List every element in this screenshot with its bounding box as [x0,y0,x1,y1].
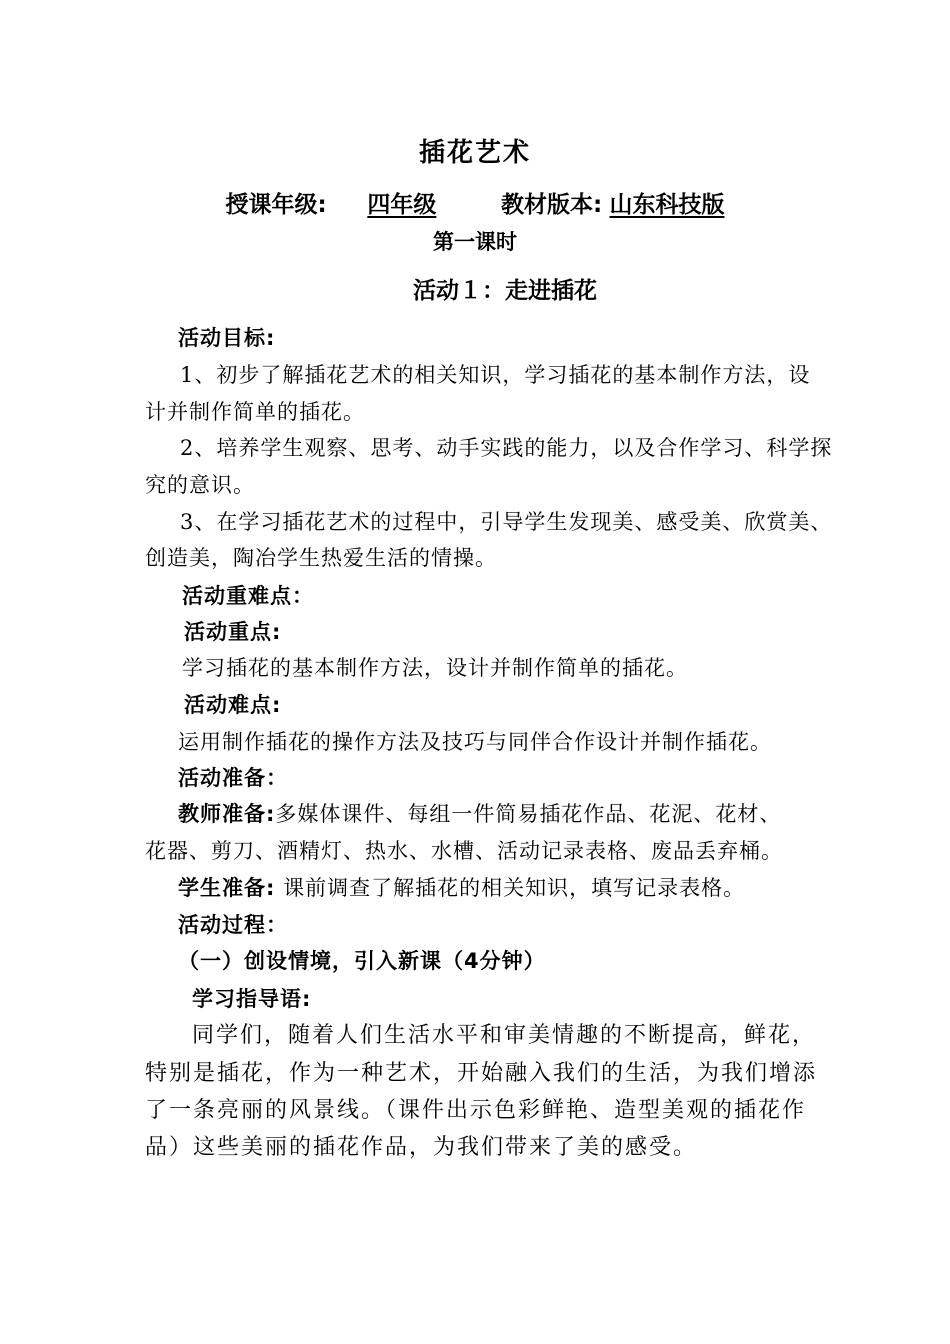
difficulty-text: 运用制作插花的操作方法及技巧与同伴合作设计并制作插花。 [178,730,772,754]
focus-text: 学习插花的基本制作方法，设计并制作简单的插花。 [182,656,688,680]
objective-1-line-1: 1、初步了解插花艺术的相关知识，学习插花的基本制作方法，设 [180,363,811,387]
student-preparation-label: 学生准备: [178,876,276,900]
textbook-label: 教材版本: [500,192,603,218]
process-heading: 活动过程： [178,913,288,937]
course-meta [0,186,950,219]
student-preparation [178,873,745,903]
grade-label: 授课年级: [225,192,327,218]
guide-paragraph-line-2: 特别是插花，作为一种艺术，开始融入我们的生活，为我们增添 [145,1061,818,1086]
objective-1-line-2: 计并制作简单的插花。 [145,400,365,424]
activity-title: 活动１：走进插花 [413,278,597,304]
guide-paragraph-line-3: 了一条亮丽的风景线。（课件出示色彩鲜艳、造型美观的插花作 [145,1098,807,1123]
objective-3-line-1: 3、在学习插花艺术的过程中，引导学生发现美、感受美、欣赏美、 [180,510,833,534]
objectives-heading: 活动目标: [178,326,276,350]
preparation-heading: 活动准备： [178,766,288,790]
guide-heading: 学习指导语: [192,987,312,1011]
student-preparation-text: 课前调查了解插花的相关知识，填写记录表格。 [283,876,746,900]
key-points-heading: 活动重难点： [182,584,314,608]
objective-3-line-2: 创造美，陶冶学生热爱生活的情操。 [145,546,497,570]
objective-2-line-1: 2、培养学生观察、思考、动手实践的能力，以及合作学习、科学探 [180,436,833,460]
grade-value: 四年级 [367,192,437,218]
focus-heading: 活动重点: [184,620,282,644]
teacher-preparation-text: 多媒体课件、每组一件简易插花作品、花泥、花材、 [275,802,782,826]
difficulty-heading: 活动难点: [184,693,282,717]
textbook-value: 山东科技版 [609,192,725,218]
guide-paragraph-line-4: 品）这些美丽的插花作品，为我们带来了美的感受。 [145,1135,698,1160]
document-title: 插花艺术 [418,138,531,168]
process-step-1: （一）创设情境，引入新课（4分钟） [178,949,546,973]
lesson-period: 第一课时 [433,230,517,254]
objective-2-line-2: 究的意识。 [145,473,255,497]
teacher-preparation [178,799,781,829]
teacher-preparation-label: 教师准备: [178,802,276,826]
guide-paragraph-line-1: 同学们，随着人们生活水平和审美情趣的不断提高，鲜花， [192,1023,817,1048]
teacher-preparation-line-2: 花器、剪刀、酒精灯、热水、水槽、活动记录表格、废品丢弃桶。 [145,839,783,863]
